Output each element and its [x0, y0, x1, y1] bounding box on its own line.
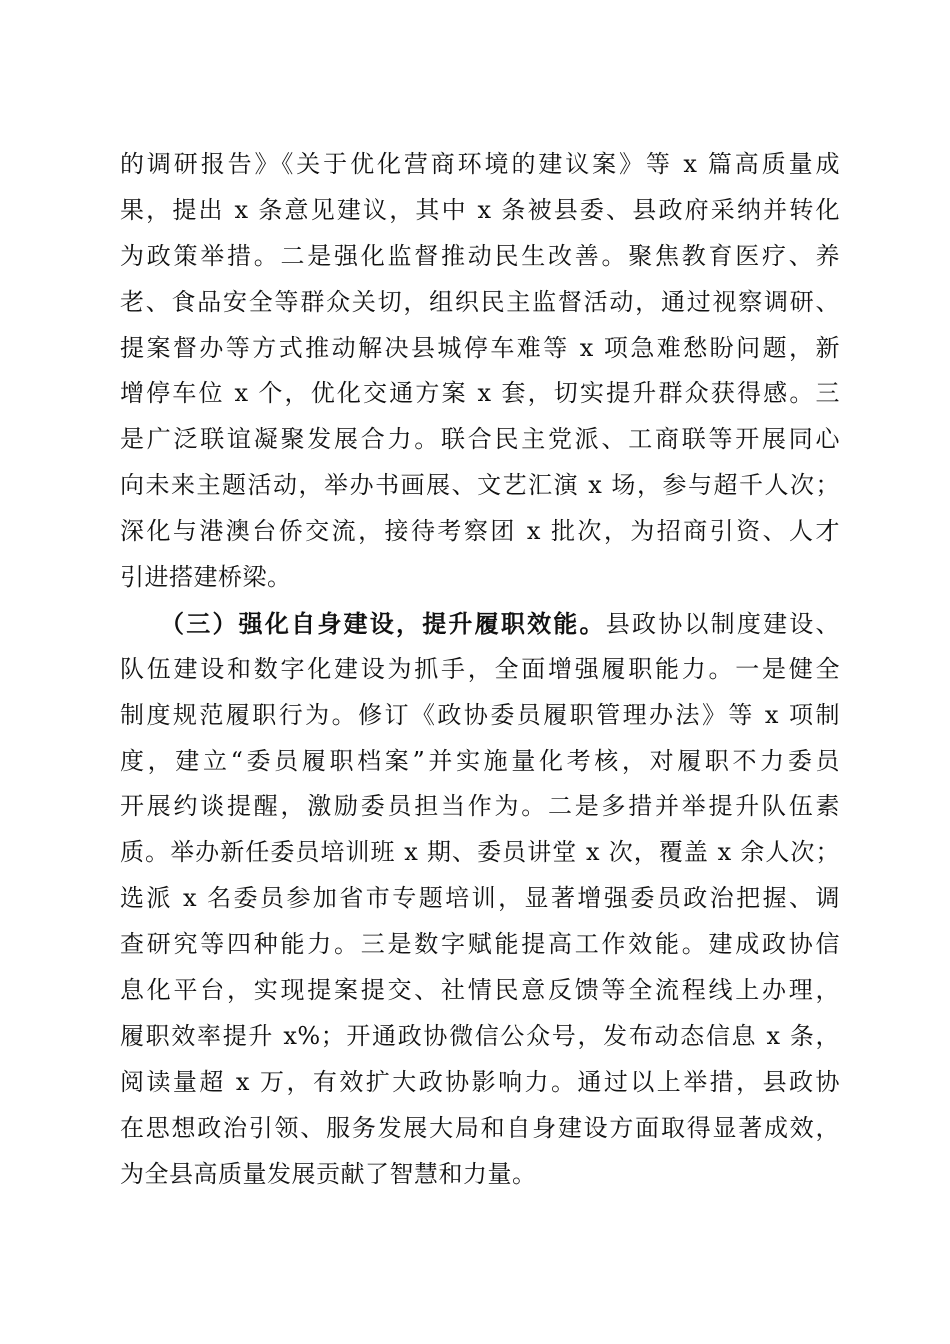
text-line: 为全县高质量发展贡献了智慧和力量。 — [120, 1159, 537, 1188]
section-heading-rest: 县政协以制度建设、 — [605, 609, 841, 638]
section-heading: （三）强化自身建设，提升履职效能。 — [160, 608, 606, 638]
text-line: 履职效率提升 x%；开通政协微信公众号，发布动态信息 x 条， — [120, 1021, 840, 1050]
text-line: 为政策举措。二是强化监督推动民生改善。聚焦教育医疗、养 — [120, 241, 840, 270]
text-line: 提案督办等方式推动解决县城停车难等 x 项急难愁盼问题，新 — [120, 333, 840, 362]
text-line: 阅读量超 x 万，有效扩大政协影响力。通过以上举措，县政协 — [120, 1067, 840, 1096]
text-line: 在思想政治引领、服务发展大局和自身建设方面取得显著成效， — [120, 1113, 840, 1142]
section-heading-line — [120, 601, 840, 647]
text-line: 向未来主题活动，举办书画展、文艺汇演 x 场，参与超千人次； — [120, 471, 840, 500]
text-line: 选派 x 名委员参加省市专题培训，显著增强委员政治把握、调 — [120, 884, 840, 913]
text-line: 队伍建设和数字化建设为抓手，全面增强履职能力。一是健全 — [120, 654, 840, 683]
text-line: 开展约谈提醒，激励委员担当作为。二是多措并举提升队伍素 — [120, 792, 840, 821]
text-line: 引进搭建桥梁。 — [120, 563, 292, 592]
body-text — [120, 142, 840, 1197]
text-line: 果，提出 x 条意见建议，其中 x 条被县委、县政府采纳并转化 — [120, 195, 840, 224]
text-line: 的调研报告》《关于优化营商环境的建议案》等 x 篇高质量成 — [120, 150, 840, 178]
text-line: 制度规范履职行为。修订《政协委员履职管理办法》等 x 项制 — [120, 700, 840, 729]
text-line: 度，建立“委员履职档案”并实施量化考核，对履职不力委员 — [120, 746, 840, 775]
text-line: 质。举办新任委员培训班 x 期、委员讲堂 x 次，覆盖 x 余人次； — [120, 838, 840, 867]
text-line: 增停车位 x 个，优化交通方案 x 套，切实提升群众获得感。三 — [120, 379, 840, 408]
text-line: 深化与港澳台侨交流，接待考察团 x 批次，为招商引资、人才 — [120, 517, 840, 546]
text-line: 查研究等四种能力。三是数字赋能提高工作效能。建成政协信 — [120, 930, 840, 959]
text-line: 是广泛联谊凝聚发展合力。联合民主党派、工商联等开展同心 — [120, 425, 840, 454]
text-line: 老、食品安全等群众关切，组织民主监督活动，通过视察调研、 — [120, 287, 840, 316]
text-line: 息化平台，实现提案提交、社情民意反馈等全流程线上办理， — [120, 976, 840, 1005]
